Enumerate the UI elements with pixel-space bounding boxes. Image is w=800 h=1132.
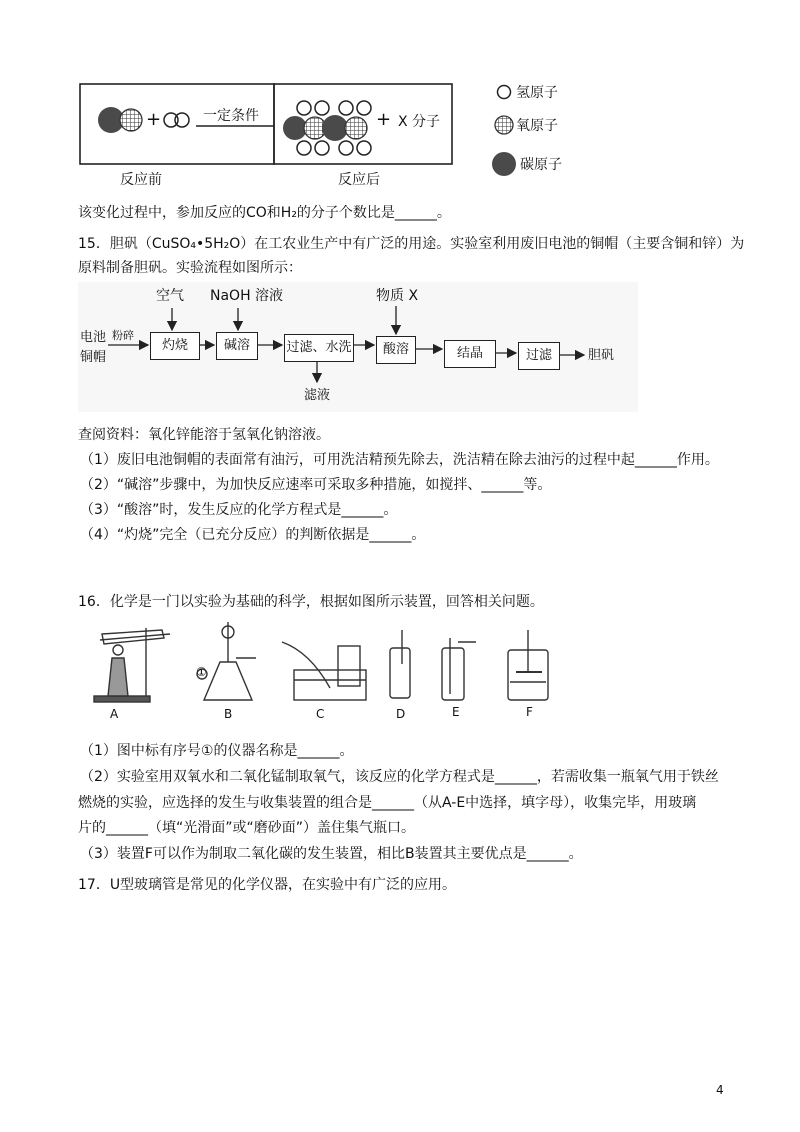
apparatus-e	[442, 638, 476, 700]
label-c: C	[316, 707, 325, 721]
legend-oxygen-label: 氧原子	[516, 118, 558, 134]
air-label: 空气	[156, 288, 184, 304]
label-d: D	[396, 707, 406, 721]
legend-hydrogen-icon	[498, 86, 511, 99]
label-e: E	[452, 705, 460, 719]
after-label: 反应后	[338, 172, 380, 188]
step-acid-dissolve: 酸溶	[376, 336, 416, 364]
start-label-line2: 铜帽	[80, 350, 107, 365]
legend-hydrogen-label: 氢原子	[516, 85, 558, 101]
q16-sub2-line1: （2）实验室用双氧水和二氧化锰制取氧气，该反应的化学方程式是______，若需收集一瓶氧气用于铁丝	[80, 769, 719, 785]
process-flowchart	[78, 282, 638, 412]
marker-1: ①	[196, 665, 207, 679]
reaction-condition: 一定条件	[203, 108, 259, 124]
step-filter: 过滤	[518, 342, 560, 370]
naoh-label: NaOH 溶液	[210, 288, 284, 304]
hydrogen-atom	[175, 113, 189, 127]
q16-sub2-line2: 燃烧的实验，应选择的发生与收集装置的组合是______（从A-E中选择，填字母），收集完毕，用玻璃	[78, 795, 697, 811]
legend-carbon-label: 碳原子	[520, 157, 562, 173]
q15-sub3: （3）“酸溶”时，发生反应的化学方程式是______。	[80, 502, 398, 518]
apparatus-f	[508, 630, 548, 700]
hydrogen-atom	[164, 113, 178, 127]
q16-sub2-line3: 片的______（填“光滑面”或“磨砂面”）盖住集气瓶口。	[78, 820, 416, 836]
crush-label: 粉碎	[112, 329, 134, 342]
step-filter-wash: 过滤、水洗	[284, 334, 354, 362]
apparatus-a	[94, 628, 170, 702]
q17-intro: 17．U型玻璃管是常见的化学仪器，在实验中有广泛的应用。	[78, 877, 457, 893]
q16-sub1: （1）图中标有序号①的仪器名称是______。	[80, 743, 354, 759]
step-crystallize: 结晶	[444, 340, 496, 368]
q15-note: 查阅资料：氧化锌能溶于氢氧化钠溶液。	[78, 427, 330, 443]
q16-sub3: （3）装置F可以作为制取二氧化碳的发生装置，相比B装置其主要优点是______。	[80, 846, 583, 862]
step-alkali-dissolve: 碱溶	[216, 332, 258, 360]
q15-intro-line2: 原料制备胆矾。实验流程如图所示：	[78, 260, 302, 276]
filtrate-label: 滤液	[304, 388, 331, 403]
q15-intro-line1: 15．胆矾（CuSO₄•5H₂O）在工农业生产中有广泛的用途。实验室利用废旧电池的铜帽（主要含铜和锌）为	[78, 236, 745, 252]
q14-question: 该变化过程中，参加反应的CO和H₂的分子个数比是______。	[78, 205, 451, 221]
q15-sub2: （2）“碱溶”步骤中，为加快反应速率可采取多种措施，如搅拌、______等。	[80, 477, 552, 493]
q15-sub4: （4）“灼烧”完全（已充分反应）的判断依据是______。	[80, 527, 426, 543]
before-label: 反应前	[120, 172, 162, 188]
apparatus-c	[282, 642, 366, 700]
legend-oxygen-icon	[495, 116, 513, 134]
label-b: B	[224, 707, 233, 721]
substance-x-label: 物质 X	[376, 288, 419, 304]
label-a: A	[110, 707, 119, 721]
label-f: F	[526, 705, 533, 719]
apparatus-b	[197, 622, 256, 700]
x-molecule-label: X 分子	[398, 114, 441, 130]
apparatus-figure	[80, 612, 580, 722]
product-molecule	[283, 101, 371, 155]
q15-sub1: （1）废旧电池铜帽的表面常有油污，可用洗洁精预先除去，洗洁精在除去油污的过程中起______作用。	[80, 452, 719, 468]
page-number: 4	[716, 1083, 724, 1097]
apparatus-d	[390, 630, 410, 698]
reactant-plus: +	[146, 109, 162, 130]
oxygen-atom	[120, 109, 142, 131]
start-label-line1: 电池	[80, 330, 107, 345]
q16-intro: 16．化学是一门以实验为基础的科学，根据如图所示装置，回答相关问题。	[78, 594, 544, 610]
product-plus: +	[376, 109, 392, 130]
step-roast: 灼烧	[150, 332, 200, 360]
product-label: 胆矾	[588, 348, 615, 363]
apparatus-svg	[80, 612, 580, 722]
legend-carbon-icon	[492, 152, 516, 176]
